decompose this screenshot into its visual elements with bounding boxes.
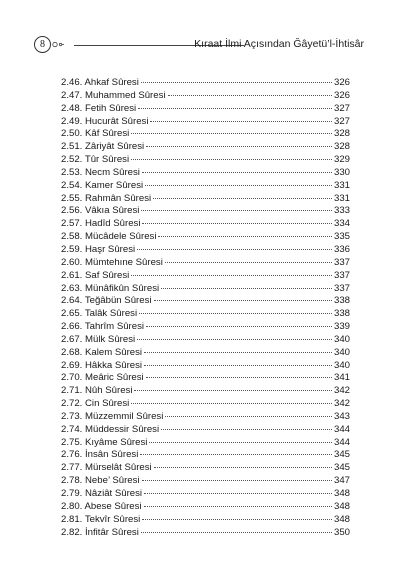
toc-entry-title: 2.79. Nâziât Sûresi [61,488,143,499]
toc-entry-title: 2.61. Saf Sûresi [61,269,130,281]
toc-entry-title: 2.78. Nebe’ Sûresi [61,475,140,487]
dot-leader [144,364,332,366]
toc-entry-page: 348 [333,500,350,512]
toc-entry[interactable] [61,347,350,360]
toc-entry-title: 2.76. İnsân Sûresi [61,449,139,461]
dot-leader [146,325,332,327]
page-number: 8 [34,36,51,53]
toc-entry-page: 329 [333,154,350,166]
toc-entry-title: 2.52. Tûr Sûresi [61,154,130,166]
toc-entry-page: 340 [333,359,350,371]
toc-entry[interactable] [61,116,350,129]
toc-entry-title: 2.63. Münâfikûn Sûresi [61,282,160,294]
toc-entry[interactable] [61,334,350,347]
toc-entry[interactable] [61,167,350,180]
toc-entry[interactable] [61,372,350,385]
toc-entry[interactable] [61,437,350,450]
toc-entry[interactable] [61,398,350,411]
toc-entry[interactable] [61,193,350,206]
toc-entry-title: 2.53. Necm Sûresi [61,166,140,178]
toc-entry-page: 335 [333,231,350,243]
toc-entry-title: 2.81. Tekvîr Sûresi [61,513,141,525]
dot-leader [158,235,332,237]
toc-entry-title: 2.66. Tahrîm Sûresi [61,321,145,333]
toc-entry-title: 2.72. Cin Sûresi [61,398,130,410]
toc-entry-title: 2.51. Zâriyât Sûresi [61,141,145,153]
toc-entry-page: 342 [333,385,350,397]
toc-entry[interactable] [61,295,350,308]
dot-leader [144,492,332,494]
toc-entry-title: 2.67. Mülk Sûresi [61,333,136,345]
toc-entry[interactable] [61,308,350,321]
dot-leader [137,338,332,340]
toc-entry-page: 337 [333,256,350,268]
dot-leader [141,209,332,211]
toc-entry-page: 343 [333,410,350,422]
dot-leader [141,81,332,83]
toc-entry-title: 2.69. Hâkka Sûresi [61,359,143,371]
toc-entry-page: 342 [333,398,350,410]
toc-entry-title: 2.75. Kıyâme Sûresi [61,436,148,448]
toc-entry-page: 348 [333,488,350,499]
toc-entry-title: 2.48. Fetih Sûresi [61,102,137,114]
toc-entry-title: 2.60. Mümtehıne Sûresi [61,256,163,268]
toc-entry[interactable] [61,514,350,527]
dot-leader [142,479,332,481]
toc-entry-page: 345 [333,462,350,474]
toc-entry-page: 340 [333,346,350,358]
toc-entry-page: 338 [333,308,350,320]
toc-entry-title: 2.47. Muhammed Sûresi [61,89,166,101]
dot-leader [149,441,332,443]
toc-entry-page: 345 [333,449,350,461]
toc-entry-title: 2.57. Hadîd Sûresi [61,218,141,230]
toc-entry-title: 2.73. Müzzemmil Sûresi [61,410,164,422]
dot-leader [153,197,332,199]
toc-entry[interactable] [61,90,350,103]
toc-entry-title: 2.55. Rahmân Sûresi [61,192,152,204]
toc-entry-title: 2.82. İnfitâr Sûresi [61,526,139,538]
dot-leader [142,518,332,520]
toc-entry-page: 338 [333,295,350,307]
toc-entry-title: 2.74. Müddessir Sûresi [61,423,160,435]
toc-entry-page: 348 [333,513,350,525]
toc-entry[interactable] [61,449,350,462]
toc-entry[interactable] [61,231,350,244]
dot-leader [131,274,332,276]
toc-entry[interactable] [61,77,350,90]
toc-entry-page: 326 [333,77,350,88]
table-of-contents [61,77,350,539]
dot-leader [140,453,332,455]
toc-entry[interactable] [61,283,350,296]
toc-entry-title: 2.80. Abese Sûresi [61,500,142,512]
toc-entry[interactable] [61,180,350,193]
dot-leader [141,531,332,533]
dot-leader [142,171,332,173]
dot-leader [144,351,332,353]
toc-entry-page: 327 [333,115,350,127]
toc-entry[interactable] [61,411,350,424]
dot-leader [150,120,332,122]
ornament-icon [52,41,64,48]
dot-leader [131,132,332,134]
toc-entry-title: 2.54. Kamer Sûresi [61,179,144,191]
toc-entry[interactable] [61,244,350,257]
toc-entry[interactable] [61,321,350,334]
toc-entry-page: 344 [333,423,350,435]
dot-leader [138,107,332,109]
dot-leader [145,184,332,186]
toc-entry-title: 2.59. Haşr Sûresi [61,243,136,255]
toc-entry[interactable] [61,475,350,488]
running-header [34,36,364,54]
dot-leader [131,158,332,160]
toc-entry[interactable] [61,424,350,437]
dot-leader [161,287,332,289]
toc-entry-page: 337 [333,269,350,281]
toc-entry-page: 326 [333,89,350,101]
toc-entry-page: 330 [333,166,350,178]
toc-entry-page: 340 [333,333,350,345]
dot-leader [161,428,332,430]
toc-entry[interactable] [61,488,350,501]
toc-entry-title: 2.50. Kâf Sûresi [61,128,130,140]
dot-leader [146,376,332,378]
toc-entry-title: 2.56. Vâkıa Sûresi [61,205,140,217]
toc-entry-page: 337 [333,282,350,294]
toc-entry-title: 2.64. Teğâbün Sûresi [61,295,152,307]
toc-entry-title: 2.46. Ahkaf Sûresi [61,77,139,88]
dot-leader [134,389,332,391]
dot-leader [144,505,332,507]
toc-entry-page: 341 [333,372,350,384]
toc-entry-page: 327 [333,102,350,114]
toc-entry-page: 344 [333,436,350,448]
dot-leader [131,402,332,404]
toc-entry-title: 2.65. Talâk Sûresi [61,308,138,320]
toc-entry[interactable] [61,154,350,167]
running-title: Kıraat İlmi Açısından Ğâyetü’l-İhtisâr [194,38,364,50]
toc-entry-page: 336 [333,243,350,255]
toc-entry-title: 2.58. Mücâdele Sûresi [61,231,157,243]
dot-leader [168,94,332,96]
toc-entry[interactable] [61,141,350,154]
toc-entry[interactable] [61,501,350,514]
toc-entry[interactable] [61,128,350,141]
dot-leader [165,415,332,417]
toc-entry-title: 2.71. Nûh Sûresi [61,385,133,397]
toc-entry[interactable] [61,527,350,540]
dot-leader [154,466,332,468]
toc-entry-title: 2.68. Kalem Sûresi [61,346,143,358]
toc-entry[interactable] [61,218,350,231]
dot-leader [142,222,332,224]
toc-entry-page: 328 [333,128,350,140]
toc-entry[interactable] [61,385,350,398]
toc-entry-page: 333 [333,205,350,217]
dot-leader [139,312,332,314]
toc-entry-page: 339 [333,321,350,333]
dot-leader [146,145,332,147]
toc-entry[interactable] [61,462,350,475]
toc-entry-title: 2.70. Meâric Sûresi [61,372,144,384]
toc-entry-page: 347 [333,475,350,487]
toc-entry-page: 350 [333,526,350,538]
dot-leader [165,261,332,263]
toc-entry-page: 334 [333,218,350,230]
toc-entry[interactable] [61,205,350,218]
toc-entry-page: 328 [333,141,350,153]
toc-entry-title: 2.77. Mürselât Sûresi [61,462,152,474]
toc-entry[interactable] [61,270,350,283]
toc-entry[interactable] [61,360,350,373]
toc-entry-page: 331 [333,179,350,191]
dot-leader [154,299,332,301]
toc-entry[interactable] [61,103,350,116]
toc-entry-title: 2.49. Hucurât Sûresi [61,115,149,127]
toc-entry-page: 331 [333,192,350,204]
toc-entry[interactable] [61,257,350,270]
dot-leader [137,248,332,250]
